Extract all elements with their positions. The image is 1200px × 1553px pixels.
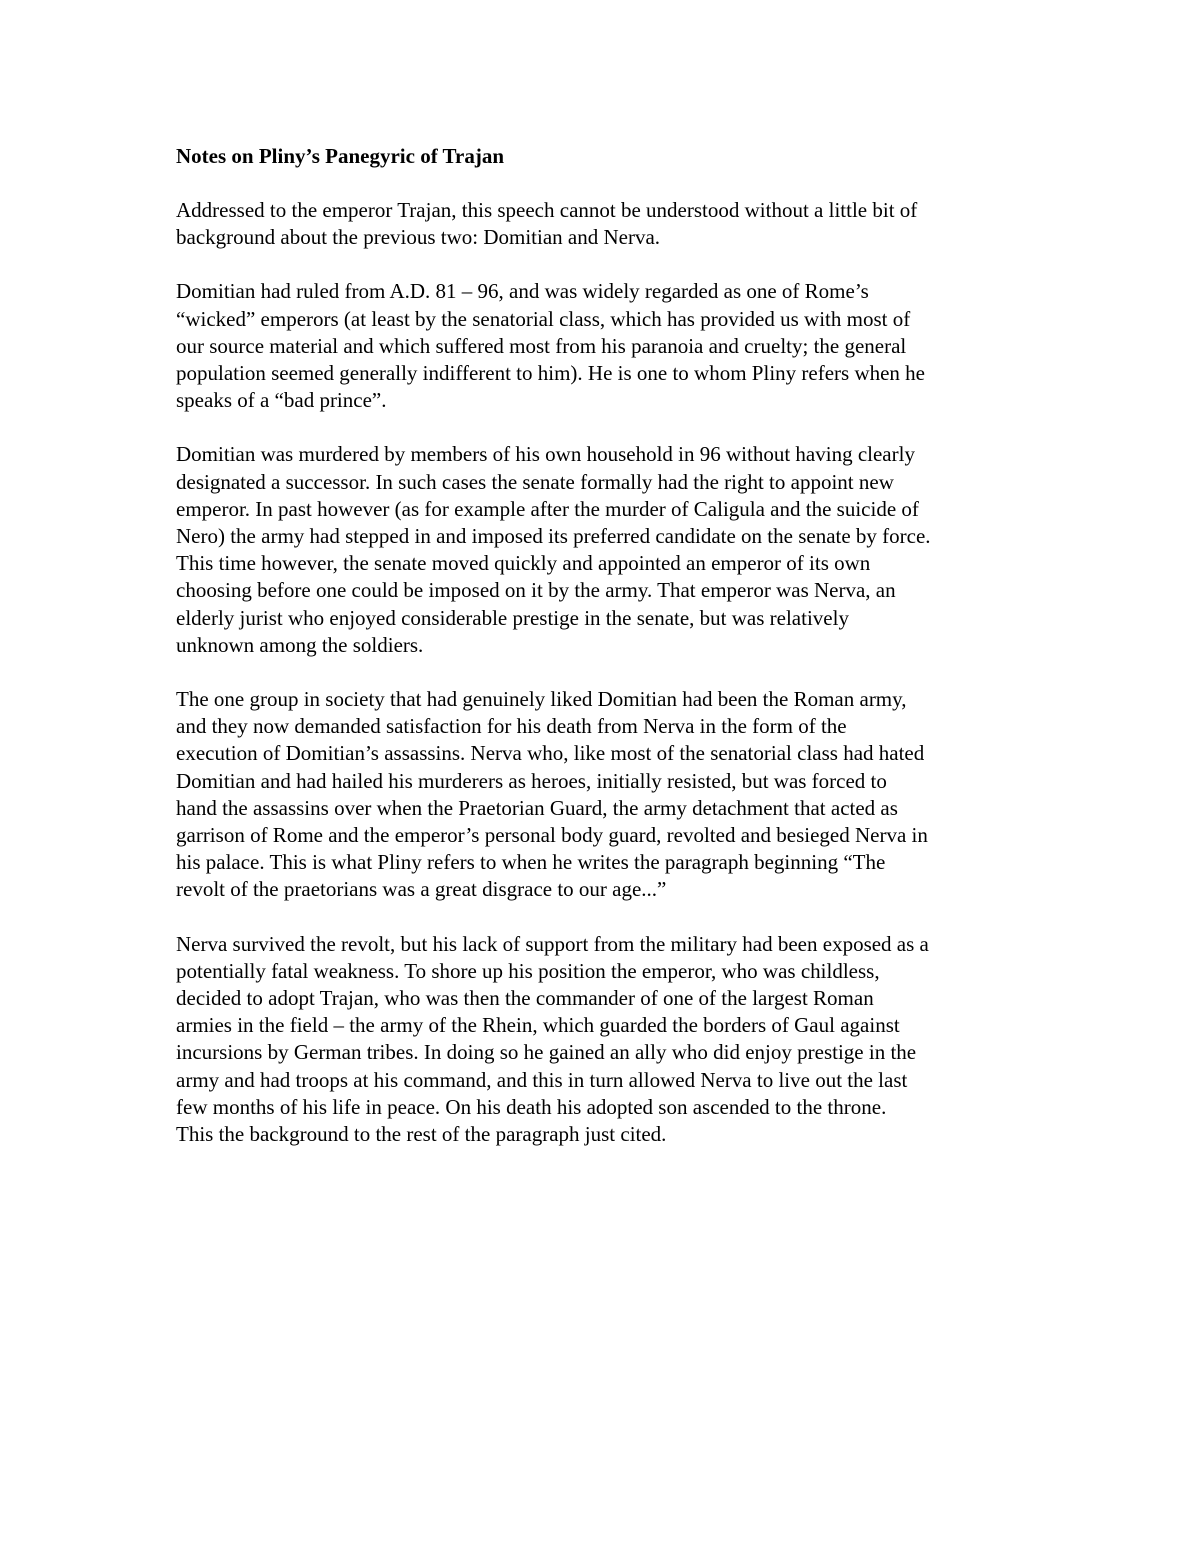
paragraph-line: potentially fatal weakness. To shore up his position the emperor, who was childless, (176, 958, 880, 983)
paragraph-line: population seemed generally indifferent to him). He is one to whom Pliny refers when he (176, 361, 926, 386)
paragraph-line: our source material and which suffered most from his paranoia and cruelty; the general (176, 333, 907, 358)
paragraph-line: The one group in society that had genuinely liked Domitian had been the Roman army, (176, 687, 907, 712)
paragraph-line: armies in the field – the army of the Rhein, which guarded the borders of Gaul against (176, 1013, 900, 1038)
paragraph-line: Domitian had ruled from A.D. 81 – 96, and was widely regarded as one of Rome’s (176, 279, 869, 304)
paragraph-line: choosing before one could be imposed on it by the army. That emperor was Nerva, an (176, 578, 896, 603)
paragraph-line: execution of Domitian’s assassins. Nerva who, like most of the senatorial class had hated (176, 741, 925, 766)
paragraph-line: decided to adopt Trajan, who was then the commander of one of the largest Roman (176, 986, 874, 1011)
paragraph-line: elderly jurist who enjoyed considerable prestige in the senate, but was relatively (176, 605, 849, 630)
paragraph-line: garrison of Rome and the emperor’s personal body guard, revolted and besieged Nerva in (176, 823, 928, 848)
paragraph-line: “wicked” emperors (at least by the senatorial class, which has provided us with most of (176, 306, 911, 331)
paragraph (176, 686, 1036, 904)
paragraph-line: Nero) the army had stepped in and imposed its preferred candidate on the senate by force. (176, 524, 931, 549)
paragraph-line: and they now demanded satisfaction for his death from Nerva in the form of the (176, 714, 847, 739)
paragraph-line: hand the assassins over when the Praetorian Guard, the army detachment that acted as (176, 795, 898, 820)
paragraph-line: Domitian was murdered by members of his own household in 96 without having clearly (176, 442, 915, 467)
paragraph-line: This time however, the senate moved quickly and appointed an emperor of its own (176, 551, 871, 576)
paragraph-line: unknown among the soldiers. (176, 632, 424, 657)
paragraph-line: background about the previous two: Domitian and Nerva. (176, 225, 661, 250)
paragraph-line: speaks of a “bad prince”. (176, 388, 387, 413)
paragraph (176, 197, 1036, 251)
paragraph-line: revolt of the praetorians was a great disgrace to our age...” (176, 877, 667, 902)
paragraph-line: designated a successor. In such cases the senate formally had the right to appoint new (176, 469, 894, 494)
document-body (176, 197, 1036, 1148)
paragraph-line: his palace. This is what Pliny refers to when he writes the paragraph beginning “The (176, 850, 886, 875)
paragraph-line: Nerva survived the revolt, but his lack of support from the military had been exposed as a (176, 931, 929, 956)
paragraph-line: few months of his life in peace. On his death his adopted son ascended to the throne. (176, 1094, 887, 1119)
document-title: Notes on Pliny’s Panegyric of Trajan (176, 144, 505, 168)
paragraph-line: incursions by German tribes. In doing so he gained an ally who did enjoy prestige in the (176, 1040, 917, 1065)
document-page (176, 143, 1036, 1175)
paragraph-line: Addressed to the emperor Trajan, this speech cannot be understood without a little bit of (176, 198, 918, 222)
paragraph (176, 931, 1036, 1149)
paragraph (176, 278, 1036, 414)
paragraph-line: army and had troops at his command, and this in turn allowed Nerva to live out the last (176, 1067, 908, 1092)
paragraph-line: emperor. In past however (as for example after the murder of Caligula and the suicide of (176, 496, 919, 521)
paragraph-line: Domitian and had hailed his murderers as heroes, initially resisted, but was forced to (176, 768, 887, 793)
paragraph (176, 441, 1036, 659)
paragraph-line: This the background to the rest of the paragraph just cited. (176, 1122, 667, 1147)
